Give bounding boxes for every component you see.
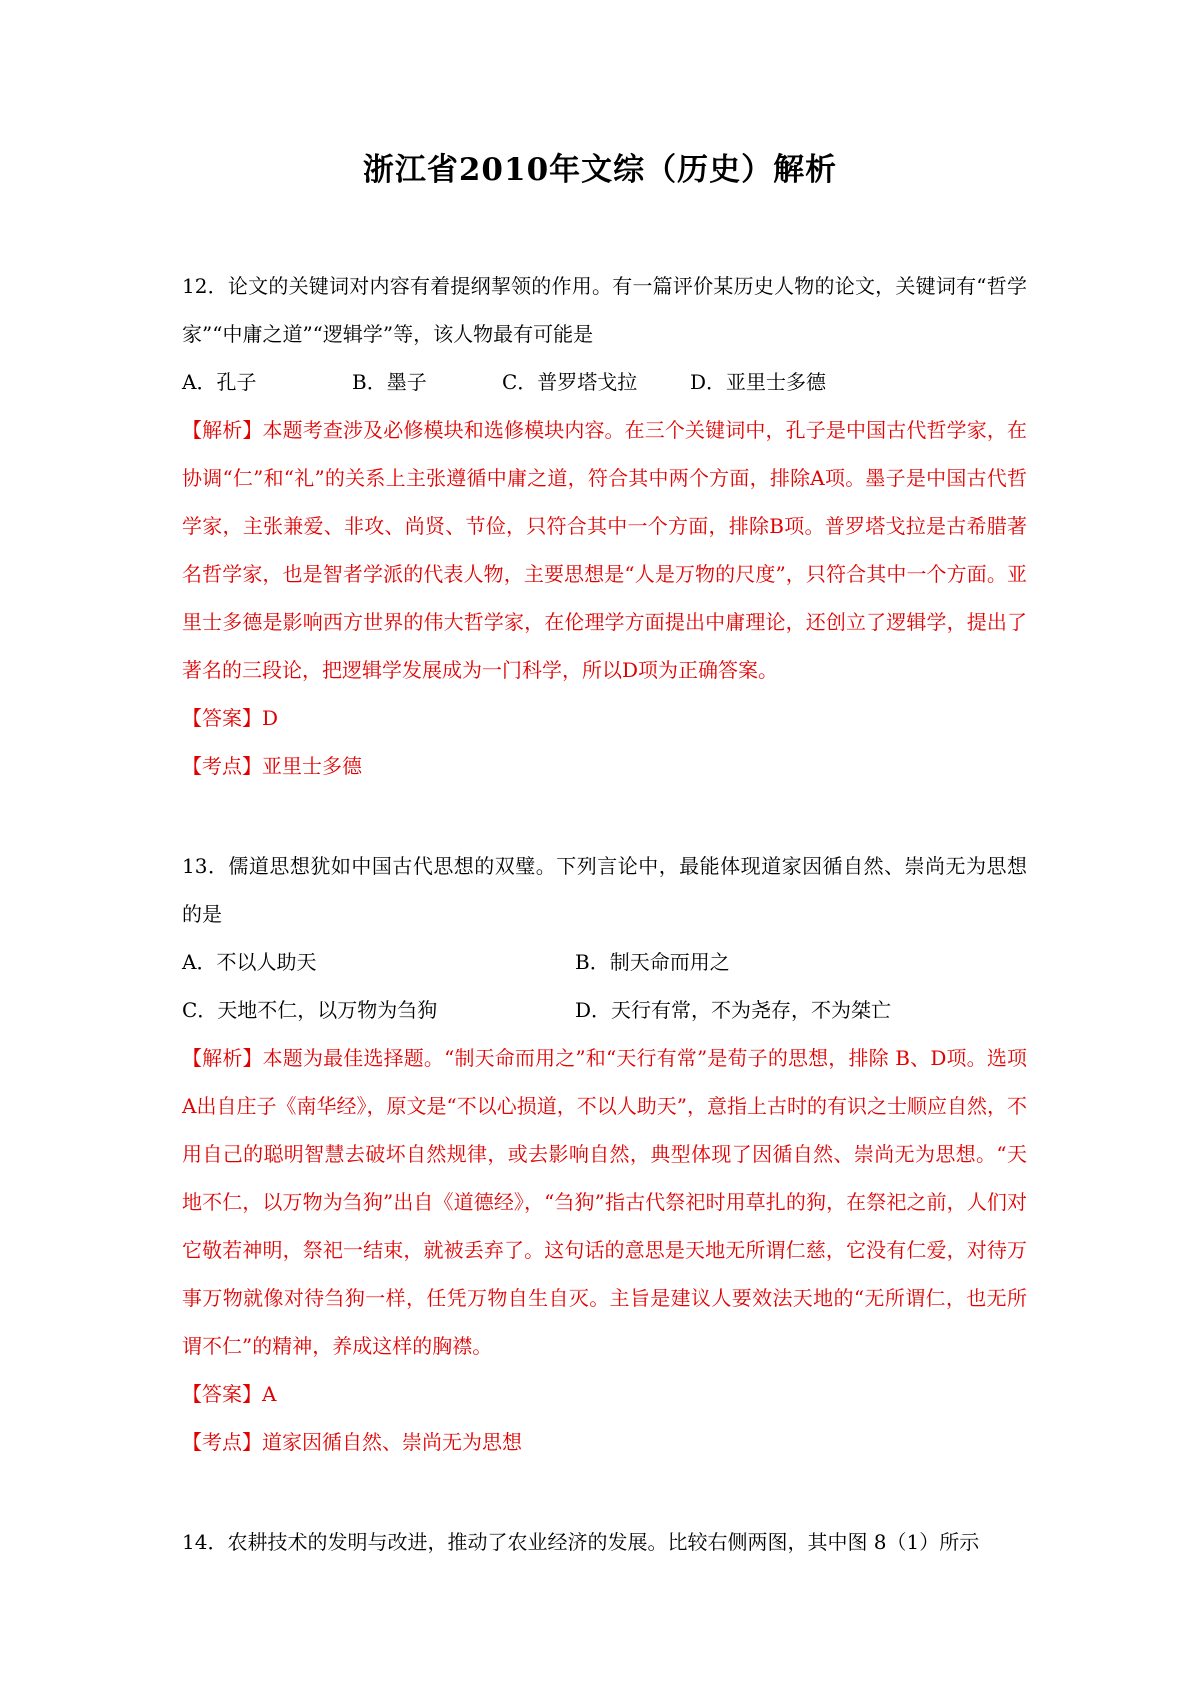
question-13-answer: 【答案】A: [182, 1382, 277, 1406]
q13-option-d: D．天行有常，不为尧存，不为桀亡: [575, 998, 892, 1022]
question-12-point: 【考点】亚里士多德: [182, 754, 362, 778]
q12-option-a: A．孔子: [182, 370, 257, 394]
page-title: 浙江省2010年文综（历史）解析: [362, 152, 838, 188]
question-13-stem: 13．儒道思想犹如中国古代思想的双璧。下列言论中，最能体现道家因循自然、崇尚无为思想的是: [182, 854, 1027, 926]
question-13-point: 【考点】道家因循自然、崇尚无为思想: [182, 1430, 522, 1454]
question-14-stem: 14．农耕技术的发明与改进，推动了农业经济的发展。比较右侧两图，其中图 8（1）所示: [182, 1530, 980, 1554]
question-12-stem: 12．论文的关键词对内容有着提纲挈领的作用。有一篇评价某历史人物的论文，关键词有“哲学家”“中庸之道”“逻辑学”等，该人物最有可能是: [182, 274, 1027, 346]
q13-option-c: C．天地不仁，以万物为刍狗: [182, 998, 438, 1022]
question-12-answer: 【答案】D: [182, 706, 279, 730]
q13-option-b: B．制天命而用之: [575, 950, 730, 974]
question-12-analysis: 【解析】本题考查涉及必修模块和选修模块内容。在三个关键词中，孔子是中国古代哲学家，在协调“仁”和“礼”的关系上主张遵循中庸之道，符合其中两个方面，排除A项。墨子是中国古代哲学家，主张兼爱、非攻、尚贤、节俭，只符合其中一个方面，排除B项。普罗塔戈拉是古希腊著名哲学家，也是智者学派的代表人物，主要思想是“人是万物的尺度”，只符合其中一个方面。亚里士多德是影响西方世界的伟大哲学家，在伦理学方面提出中庸理论，还创立了逻辑学，提出了著名的三段论，把逻辑学发展成为一门科学，所以D项为正确答案。: [182, 418, 1027, 682]
q12-option-d: D．亚里士多德: [690, 370, 827, 394]
q13-option-a: A．不以人助天: [182, 950, 317, 974]
q12-option-b: B．墨子: [352, 370, 427, 394]
question-13-analysis: 【解析】本题为最佳选择题。“制天命而用之”和“天行有常”是荀子的思想，排除 B、D项。选项A出自庄子《南华经》，原文是“不以心损道，不以人助天”，意指上古时的有识之士顺应自然，不用自己的聪明智慧去破坏自然规律，或去影响自然，典型体现了因循自然、崇尚无为思想。“天地不仁，以万物为刍狗”出自《道德经》，“刍狗”指古代祭祀时用草扎的狗，在祭祀之前，人们对它敬若神明，祭祀一结束，就被丢弃了。这句话的意思是天地无所谓仁慈，它没有仁爱，对待万事万物就像对待刍狗一样，任凭万物自生自灭。主旨是建议人要效法天地的“无所谓仁，也无所谓不仁”的精神，养成这样的胸襟。: [182, 1046, 1027, 1358]
q12-option-c: C．普罗塔戈拉: [502, 370, 638, 394]
